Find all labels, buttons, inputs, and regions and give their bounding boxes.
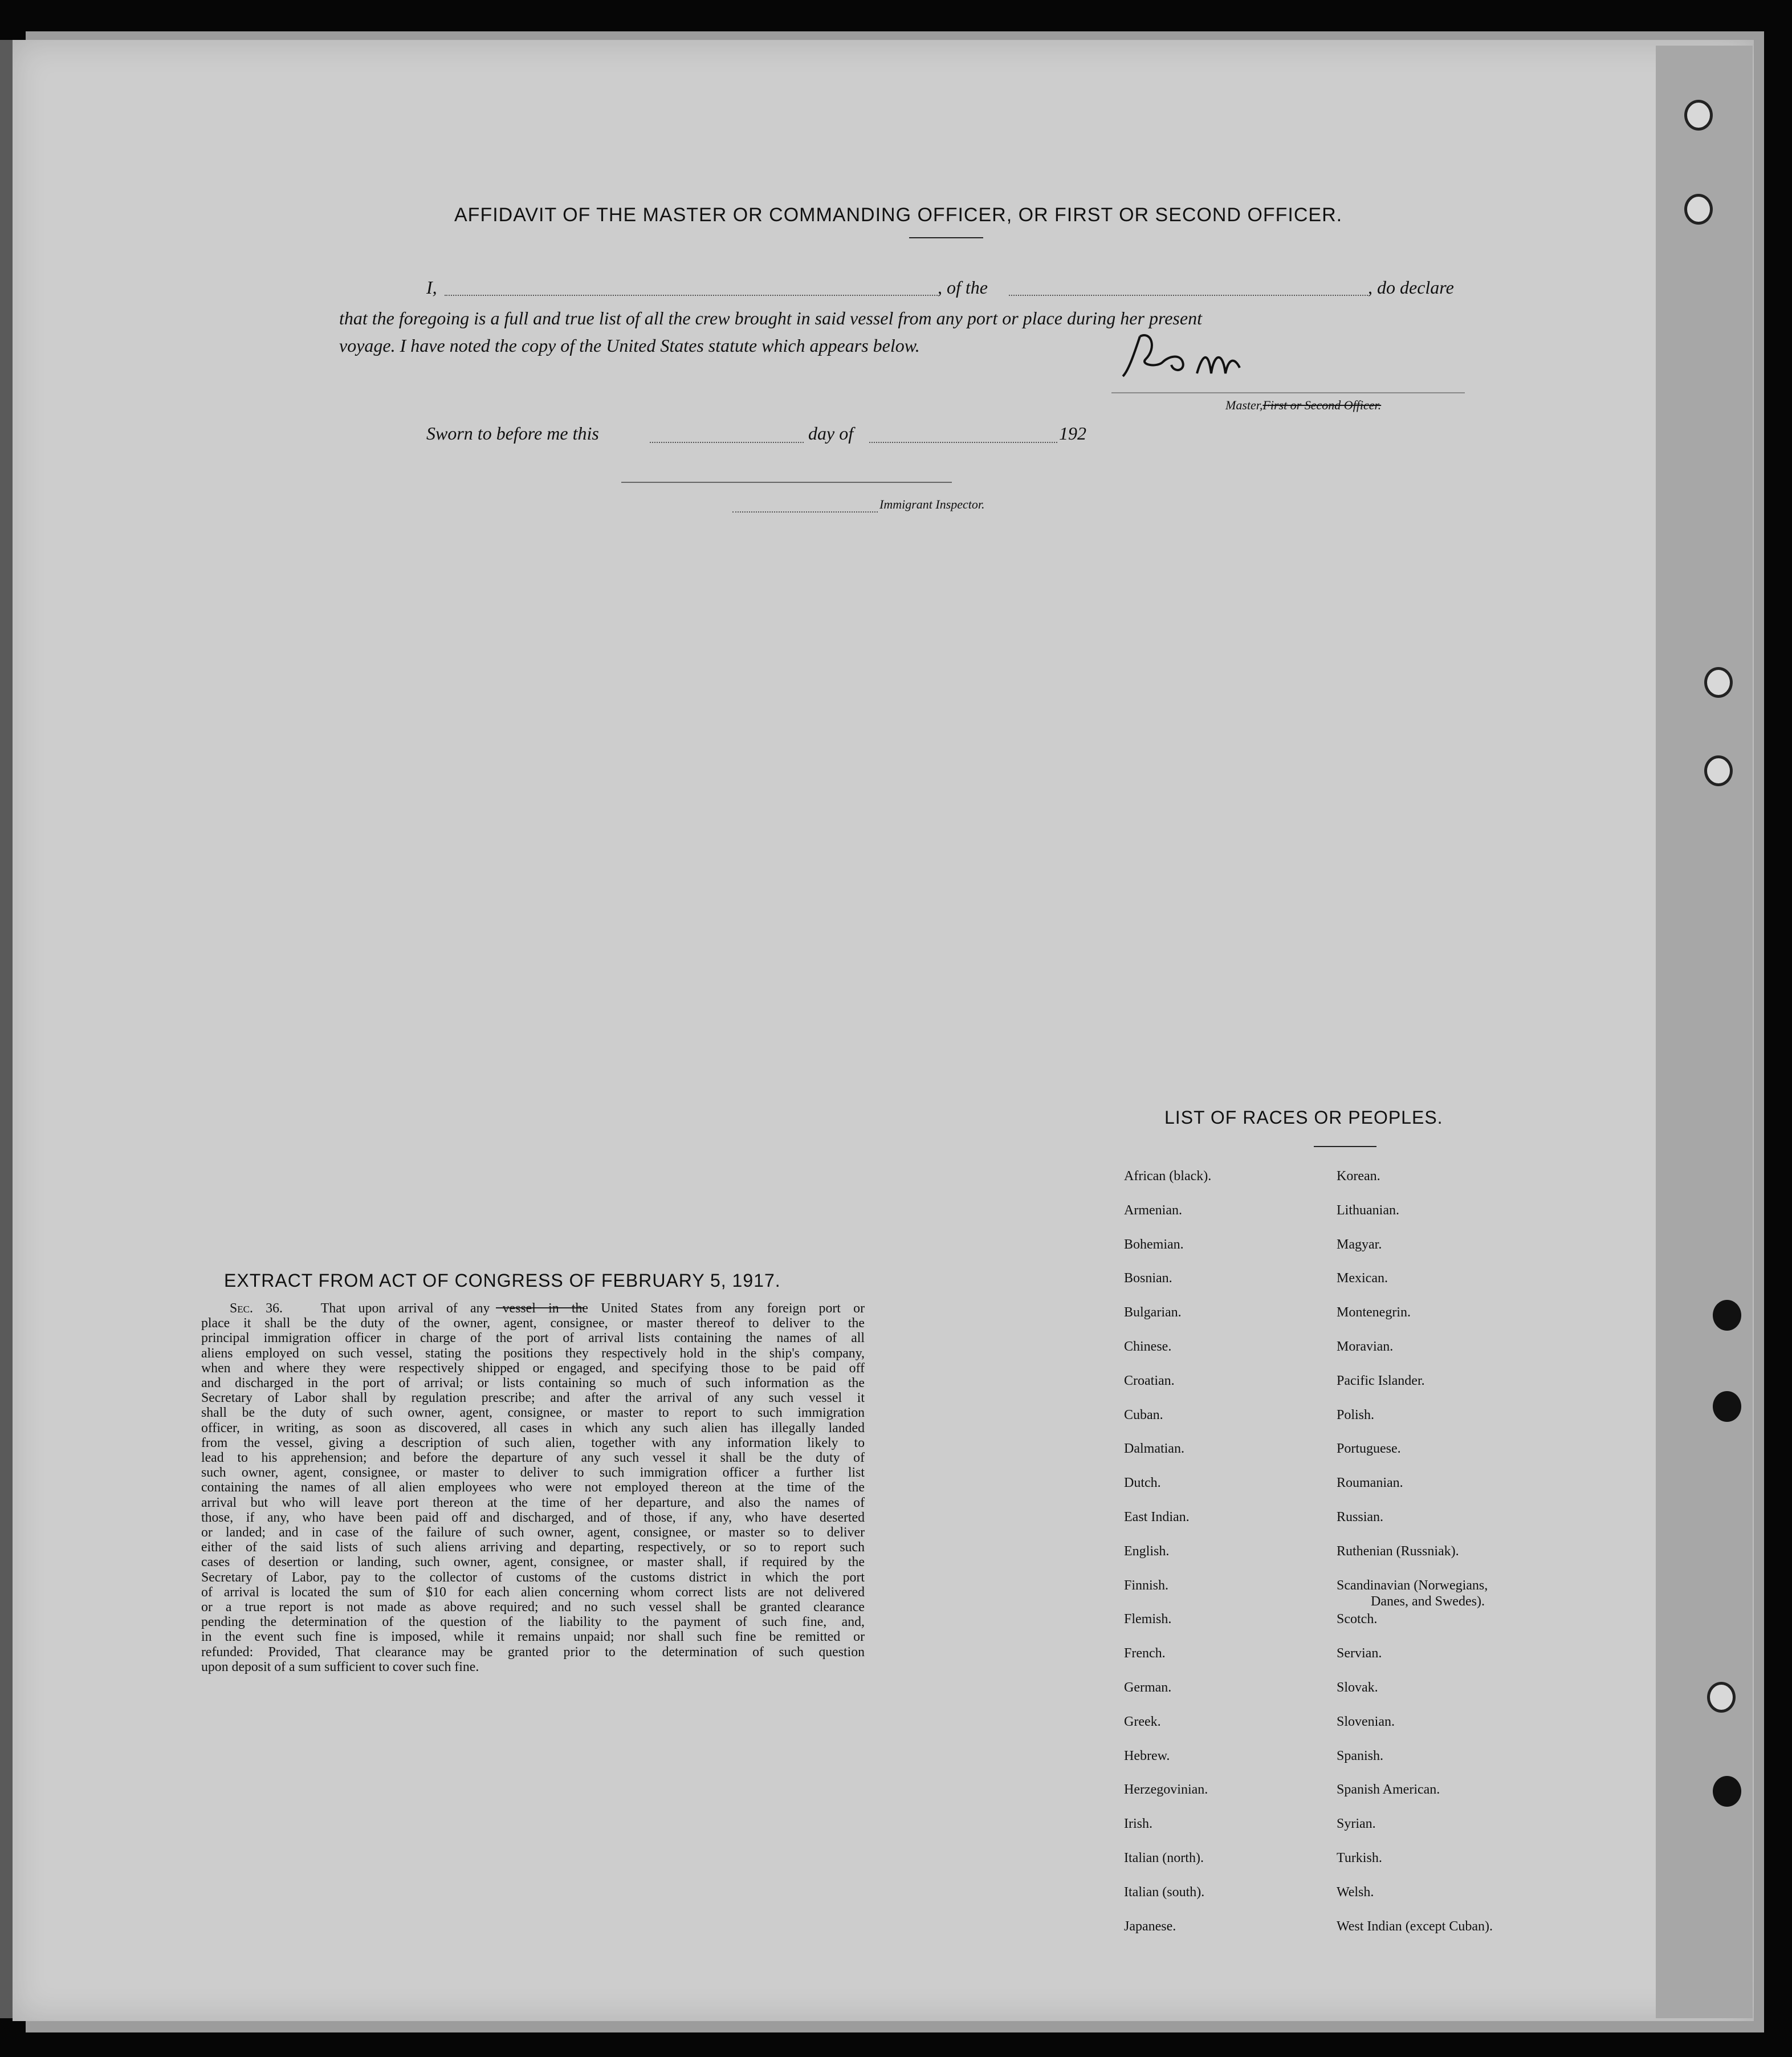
extract-line: pending the determination of the question of the liability to the payment of such fine, and, (201, 1615, 865, 1630)
race-item: Scandinavian (Norwegians, (1337, 1578, 1488, 1593)
race-item: Pacific Islander. (1337, 1373, 1425, 1388)
race-item: Greek. (1124, 1714, 1161, 1729)
extract-line: when and where they were respectively shipped or engaged, and specifying those to be paid off (201, 1360, 865, 1376)
extract-body (201, 1301, 865, 1674)
race-item: Mexican. (1337, 1271, 1388, 1286)
month-blank[interactable] (869, 442, 1057, 443)
race-item: Bohemian. (1124, 1237, 1184, 1252)
race-item: Slovenian. (1337, 1714, 1395, 1729)
extract-line: those, if any, who have been paid off and discharged, and of those, if any, who have deserted (201, 1510, 865, 1525)
race-item: Dalmatian. (1124, 1441, 1184, 1457)
race-item: Turkish. (1337, 1851, 1382, 1865)
extract-line: of arrival is located the sum of $10 for each alien concerning whom correct lists are not delivered (201, 1584, 865, 1600)
race-item: Russian. (1337, 1510, 1384, 1525)
race-item: Herzegovinian. (1124, 1782, 1208, 1798)
extract-line: arrival but who will leave port thereon at the time of her departure, and also the names of (201, 1495, 865, 1510)
race-item: Moravian. (1337, 1339, 1394, 1354)
race-item: Scotch. (1337, 1612, 1378, 1627)
year-label: 192 (1059, 423, 1086, 444)
race-item: Bosnian. (1124, 1271, 1172, 1286)
inspector-label: Immigrant Inspector. (879, 497, 985, 511)
binding-margin (1656, 46, 1753, 2018)
punch-hole-icon (1704, 667, 1733, 698)
race-item: Hebrew. (1124, 1748, 1170, 1763)
punch-hole-icon (1684, 100, 1713, 131)
race-item-continuation: Danes, and Swedes). (1371, 1593, 1485, 1609)
race-item: Italian (north). (1124, 1851, 1204, 1865)
race-item: Italian (south). (1124, 1884, 1205, 1900)
race-item: Roumanian. (1337, 1475, 1403, 1491)
signature-mark-icon (1117, 319, 1265, 388)
race-item: Servian. (1337, 1646, 1382, 1661)
races-title: LIST OF RACES OR PEOPLES. (1164, 1107, 1443, 1128)
race-item: Montenegrin. (1337, 1305, 1411, 1320)
race-item: African (black). (1124, 1169, 1212, 1184)
extract-line: officer, in writing, as soon as discovered, all cases in which any such alien has illegally landed (201, 1420, 865, 1436)
title-rule (909, 237, 983, 238)
extract-line: Secretary of Labor, pay to the collector of customs of the customs district in which the port (201, 1570, 865, 1585)
race-item: Finnish. (1124, 1578, 1169, 1593)
race-item: Dutch. (1124, 1475, 1161, 1491)
race-item: Flemish. (1124, 1612, 1172, 1627)
extract-title: EXTRACT FROM ACT OF CONGRESS OF FEBRUARY 5, 1917. (224, 1270, 781, 1291)
race-item: Korean. (1337, 1169, 1380, 1184)
race-item: Welsh. (1337, 1884, 1374, 1900)
race-item: Cuban. (1124, 1407, 1163, 1422)
race-item: Portuguese. (1337, 1441, 1401, 1457)
race-item: Syrian. (1337, 1816, 1376, 1832)
punch-hole-icon (1684, 194, 1713, 225)
extract-line: such owner, agent, consignee, or master to deliver to such immigration officer a further list (201, 1465, 865, 1481)
extract-line: Sec. 36. That upon arrival of any vessel in the United States from any foreign port or (230, 1301, 865, 1316)
race-item: West Indian (except Cuban). (1337, 1918, 1493, 1934)
declaration-start: I, (426, 277, 437, 298)
extract-line: principal immigration officer in charge of the port of arrival lists containing the names of all (201, 1331, 865, 1346)
race-item: Spanish American. (1337, 1782, 1440, 1798)
declaration-line-3: voyage. I have noted the copy of the United States statute which appears below. (339, 335, 920, 356)
race-item: Japanese. (1124, 1918, 1176, 1934)
extract-line: containing the names of all alien employees who were not employed thereon at the time of the (201, 1480, 865, 1495)
extract-line: upon deposit of a sum sufficient to cover such fine. (201, 1659, 479, 1674)
race-item: Slovak. (1337, 1680, 1378, 1695)
declaration-line-2: that the foregoing is a full and true list of all the crew brought in said vessel from any port or place during her present (339, 308, 1202, 328)
vessel-blank[interactable] (1009, 295, 1368, 296)
inspector-signature-rule (621, 482, 952, 483)
master-label: Master,First or Second Officer. (1225, 398, 1382, 412)
affidavit-title: AFFIDAVIT OF THE MASTER OR COMMANDING OFFICER, OR FIRST OR SECOND OFFICER. (454, 204, 1343, 226)
inspector-blank[interactable] (732, 511, 878, 513)
extract-line: cases of desertion or landing, such owner, agent, consignee, or master shall, if required by the (201, 1555, 865, 1570)
race-item: Magyar. (1337, 1237, 1382, 1252)
day-of-label: day of (808, 423, 854, 444)
race-item: Bulgarian. (1124, 1305, 1182, 1320)
punch-hole-icon (1713, 1776, 1741, 1807)
race-item: Polish. (1337, 1407, 1375, 1422)
race-item: Chinese. (1124, 1339, 1172, 1354)
extract-line: and discharged in the port of arrival; or lists containing so much of such information as the (201, 1376, 865, 1391)
race-item: French. (1124, 1646, 1166, 1661)
extract-line: lead to his apprehension; and before the departure of any such vessel it shall be the duty of (201, 1450, 865, 1466)
punch-hole-icon (1704, 755, 1733, 786)
extract-line: refunded: Provided, That clearance may be granted prior to the determination of such question (201, 1644, 865, 1660)
extract-line: or landed; and in case of the failure of such owner, agent, consignee, or master so to deliver (201, 1525, 865, 1540)
extract-line: or a true report is not made as above required; and no such vessel shall be granted clearance (201, 1600, 865, 1615)
extract-line: in the event such fine is imposed, while it remains unpaid; nor shall such fine be remitted or (201, 1629, 865, 1645)
punch-hole-icon (1713, 1391, 1741, 1422)
race-item: Spanish. (1337, 1748, 1384, 1763)
extract-line: either of the said lists of such aliens arriving and departing, respectively, or so to report such (201, 1540, 865, 1555)
race-item: Lithuanian. (1337, 1202, 1399, 1218)
punch-hole-icon (1707, 1682, 1736, 1713)
race-item: Ruthenian (Russniak). (1337, 1543, 1459, 1559)
race-item: East Indian. (1124, 1510, 1190, 1525)
race-item: English. (1124, 1543, 1170, 1559)
race-item: German. (1124, 1680, 1172, 1695)
section-label: Sec. 36. (230, 1301, 283, 1316)
sworn-label: Sworn to before me this (426, 423, 599, 444)
race-item: Armenian. (1124, 1202, 1182, 1218)
race-item: Irish. (1124, 1816, 1152, 1832)
signature-rule (1111, 392, 1465, 393)
extract-line: aliens employed on such vessel, stating the positions they respectively hold in the ship's company, (201, 1345, 865, 1361)
races-title-rule (1314, 1146, 1376, 1147)
name-blank[interactable] (445, 295, 938, 296)
punch-hole-icon (1713, 1300, 1741, 1331)
race-item: Croatian. (1124, 1373, 1175, 1388)
do-declare-label: , do declare (1368, 277, 1454, 298)
extract-line: shall be the duty of such owner, agent, consignee, or master to report to such immigration (201, 1405, 865, 1421)
extract-line: place it shall be the duty of the owner, agent, consignee, or master thereof to deliver to the (201, 1316, 865, 1331)
extract-line: Secretary of Labor shall by regulation prescribe; and after the arrival of any such vessel it (201, 1391, 865, 1406)
of-the-label: , of the (938, 277, 988, 298)
day-blank[interactable] (650, 442, 804, 443)
extract-line: from the vessel, giving a description of such alien, together with any information likely to (201, 1435, 865, 1450)
